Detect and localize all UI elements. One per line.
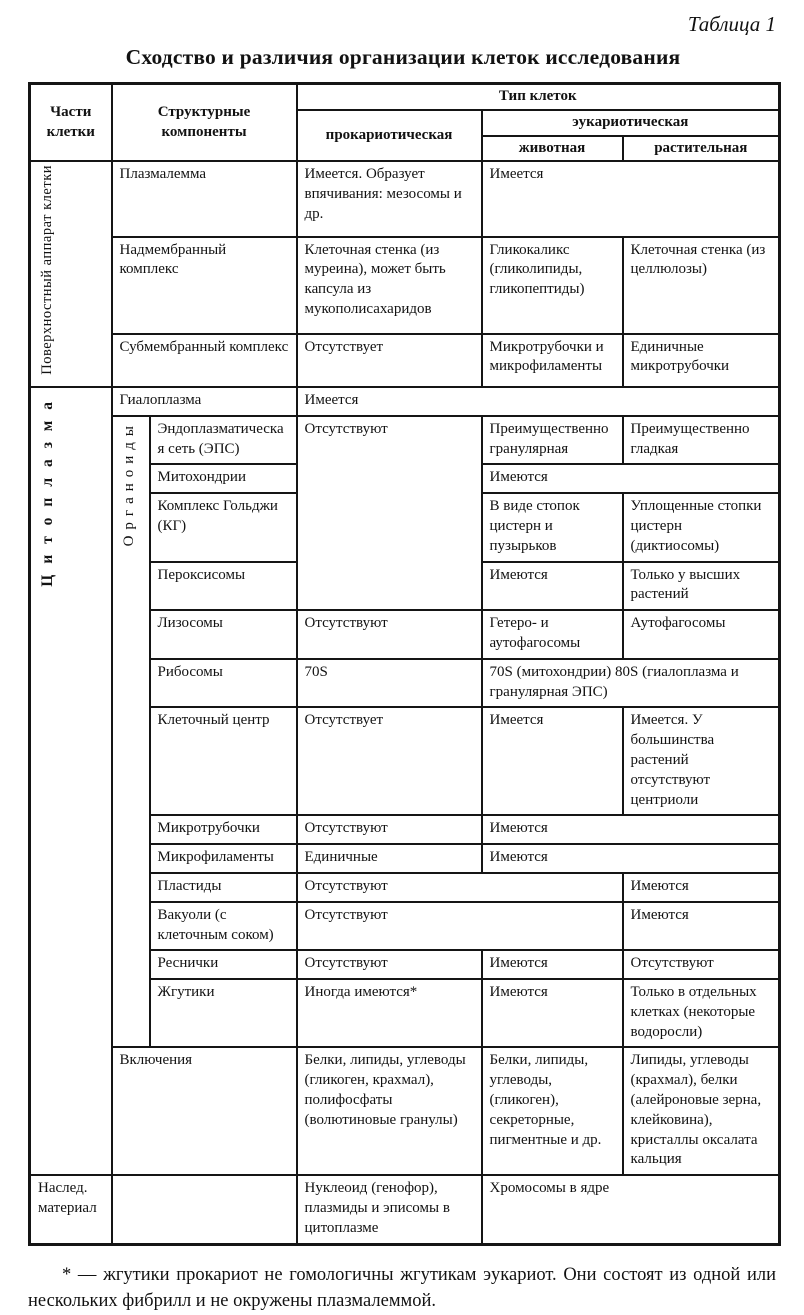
inclusions-prokaryotic: Белки, липиды, углеводы (гликоген, крахмал), полифосфаты (волютиновые гранулы) (297, 1047, 482, 1175)
component-supramembrane: Надмембранный комплекс (112, 237, 297, 334)
table-row-supramembrane (30, 237, 780, 334)
component-peroxisomes: Пероксисомы (150, 562, 297, 611)
cilia-prokaryotic: Отсутствуют (297, 950, 482, 979)
supramembrane-plant: Клеточная стенка (из целлюлозы) (623, 237, 780, 334)
section-cytoplasm-label: Цитоплазма (39, 390, 56, 587)
lysosomes-animal: Гетеро- и аутофагосомы (482, 610, 623, 659)
microtubules-eukaryotic: Имеются (482, 815, 780, 844)
header-prokaryotic: прокариотическая (297, 110, 482, 162)
component-mitochondria: Митохондрии (150, 464, 297, 493)
section-cytoplasm (30, 387, 112, 1175)
component-microfilaments: Микрофиламенты (150, 844, 297, 873)
cilia-plant: Отсутствуют (623, 950, 780, 979)
table-row-hereditary (30, 1175, 780, 1244)
header-row-1 (30, 84, 780, 110)
golgi-animal: В виде стопок цистерн и пузырьков (482, 493, 623, 561)
component-ribosomes: Рибосомы (150, 659, 297, 708)
peroxisomes-animal: Имеются (482, 562, 623, 611)
hereditary-component-empty (112, 1175, 297, 1244)
golgi-plant: Уплощенные стопки цистерн (диктиосомы) (623, 493, 780, 561)
cilia-animal: Имеются (482, 950, 623, 979)
microtubules-prokaryotic: Отсутствуют (297, 815, 482, 844)
component-cilia: Реснички (150, 950, 297, 979)
section-surface-apparatus (30, 161, 112, 387)
plasmalemma-prokaryotic: Имеется. Образует впячивания: мезосомы и др. (297, 161, 482, 236)
component-hyaloplasm: Гиалоплазма (112, 387, 297, 416)
submembrane-prokaryotic: Отсутствует (297, 334, 482, 387)
comparison-table (28, 82, 781, 1246)
header-eukaryotic: эукариотическая (482, 110, 780, 136)
component-vacuoles: Вакуоли (с клеточным соком) (150, 902, 297, 951)
component-submembrane: Субмембранный комплекс (112, 334, 297, 387)
header-cell-type: Тип клеток (297, 84, 780, 110)
component-inclusions: Включения (112, 1047, 297, 1175)
component-flagella: Жгутики (150, 979, 297, 1047)
component-lysosomes: Лизосомы (150, 610, 297, 659)
hyaloplasm-all-cells: Имеется (297, 387, 780, 416)
flagella-plant: Только в отдельных клетках (некоторые водоросли) (623, 979, 780, 1047)
footnote (28, 1262, 776, 1315)
peroxisomes-plant: Только у высших растений (623, 562, 780, 611)
header-plant: растительная (623, 136, 780, 162)
section-organoids (112, 416, 150, 1048)
supramembrane-prokaryotic: Клеточная стенка (из муреина), может быть капсула из мукополисахаридов (297, 237, 482, 334)
component-plasmalemma: Плазмалемма (112, 161, 297, 236)
submembrane-animal: Микротрубочки и микрофиламенты (482, 334, 623, 387)
component-cell-center: Клеточный центр (150, 707, 297, 815)
component-microtubules: Микротрубочки (150, 815, 297, 844)
cell-center-animal: Имеется (482, 707, 623, 815)
table-row-inclusions (30, 1047, 780, 1175)
cell-center-plant: Имеется. У большинства растений отсутствуют центриоли (623, 707, 780, 815)
ribosomes-eukaryotic: 70S (митохондрии) 80S (гиалоплазма и гранулярная ЭПС) (482, 659, 780, 708)
flagella-prokaryotic: Иногда имеются* (297, 979, 482, 1047)
plastids-plant: Имеются (623, 873, 780, 902)
section-organoids-label: Органоиды (120, 419, 137, 547)
mitochondria-eukaryotic: Имеются (482, 464, 780, 493)
header-structural-components: Структурные компоненты (112, 84, 297, 162)
microfilaments-eukaryotic: Имеются (482, 844, 780, 873)
er-plant: Преимущественно гладкая (623, 416, 780, 465)
er-animal: Преимущественно гранулярная (482, 416, 623, 465)
microfilaments-prokaryotic: Единичные (297, 844, 482, 873)
inclusions-plant: Липиды, углеводы (крахмал), белки (алейроновые зерна, клейковина), кристаллы оксалата кальция (623, 1047, 780, 1175)
table-row-plasmalemma (30, 161, 780, 236)
vacuoles-prokaryotic-animal: Отсутствуют (297, 902, 623, 951)
header-animal: животная (482, 136, 623, 162)
cell-center-prokaryotic: Отсутствует (297, 707, 482, 815)
lysosomes-plant: Аутофагосомы (623, 610, 780, 659)
footnote-text: * — жгутики прокариот не гомологичны жгутикам эукариот. Они состоят из одной или нескольких фибрилл и не окружены плазмалеммой. (28, 1264, 776, 1312)
submembrane-plant: Единичные микротрубочки (623, 334, 780, 387)
component-golgi: Комплекс Гольджи (КГ) (150, 493, 297, 561)
section-surface-label: Поверхностный аппарат клетки (39, 165, 55, 376)
section-hereditary-label: Наслед. материал (30, 1175, 112, 1244)
supramembrane-animal: Гликокаликс (гликолипиды, гликопептиды) (482, 237, 623, 334)
hereditary-prokaryotic: Нуклеоид (генофор), плазмиды и эписомы в цитоплазме (297, 1175, 482, 1244)
inclusions-animal: Белки, липиды, углеводы, (гликоген), секреторные, пигментные и др. (482, 1047, 623, 1175)
table-row-hyaloplasm (30, 387, 780, 416)
ribosomes-prokaryotic: 70S (297, 659, 482, 708)
er-prokaryotic: Отсутствуют (297, 416, 482, 610)
plasmalemma-eukaryotic: Имеется (482, 161, 780, 236)
component-plastids: Пластиды (150, 873, 297, 902)
lysosomes-prokaryotic: Отсутствуют (297, 610, 482, 659)
table-number-label: Таблица 1 (687, 12, 776, 36)
page-title: Сходство и различия организации клеток исследования (125, 45, 681, 69)
plastids-prokaryotic-animal: Отсутствуют (297, 873, 623, 902)
table-row-er (30, 416, 780, 465)
component-er: Эндоплазматическая сеть (ЭПС) (150, 416, 297, 465)
table-row-submembrane (30, 334, 780, 387)
vacuoles-plant: Имеются (623, 902, 780, 951)
hereditary-eukaryotic: Хромосомы в ядре (482, 1175, 780, 1244)
flagella-animal: Имеются (482, 979, 623, 1047)
header-cell-parts: Части клетки (30, 84, 112, 162)
